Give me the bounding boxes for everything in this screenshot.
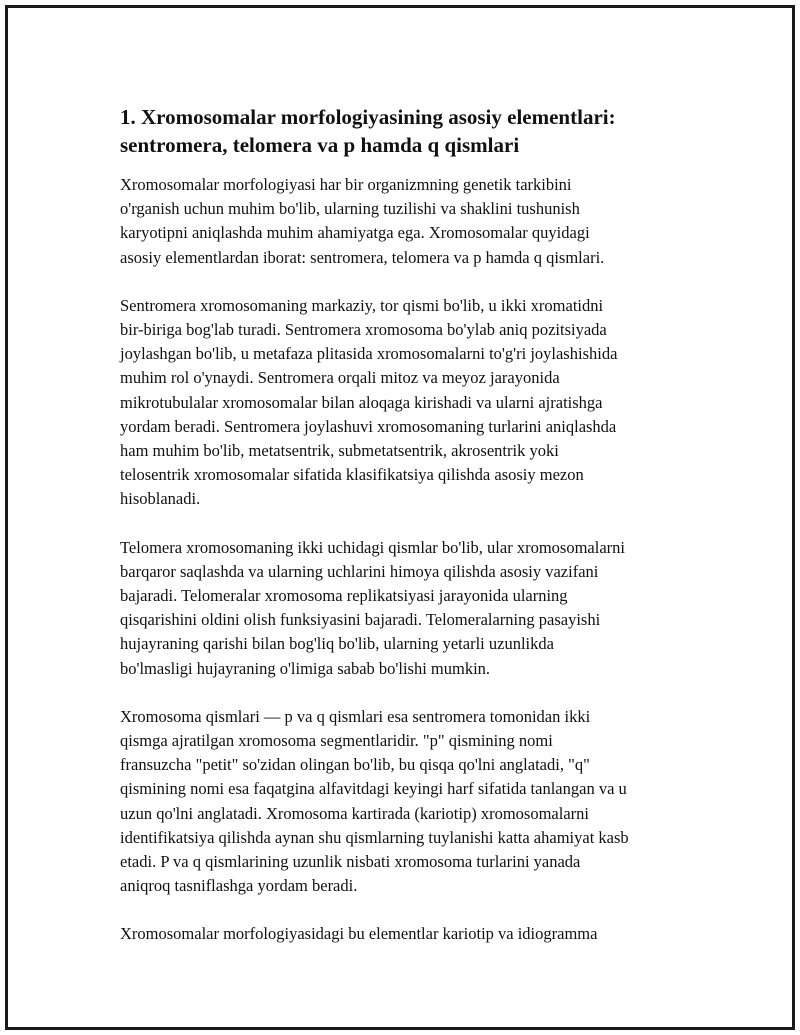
text-line: o'rganish uchun muhim bo'lib, ularning tuzilishi va shaklini tushunish — [120, 199, 580, 219]
text-line: qismga ajratilgan xromosoma segmentlaridir. "p" qismining nomi — [120, 731, 553, 751]
heading-line: sentromera, telomera va p hamda q qismlari — [120, 133, 520, 157]
text-line: bir-biriga bog'lab turadi. Sentromera xromosoma bo'ylab aniq pozitsiyada — [120, 320, 607, 340]
paragraph-centromere — [120, 294, 700, 512]
text-line: hisoblanadi. — [120, 489, 201, 509]
text-line: fransuzcha "petit" so'zidan olingan bo'lib, bu qisqa qo'lni anglatadi, "q" — [120, 755, 590, 775]
text-line: Sentromera xromosomaning markaziy, tor qismi bo'lib, u ikki xromatidni — [120, 295, 604, 315]
text-line: identifikatsiya qilishda aynan shu qismlarning tuylanishi katta ahamiyat kasb — [120, 827, 629, 847]
text-line: ham muhim bo'lib, metatsentrik, submetatsentrik, akrosentrik yoki — [120, 441, 559, 461]
document-body — [120, 103, 700, 971]
text-line: karyotipni aniqlashda muhim ahamiyatga ega. Xromosomalar quyidagi — [120, 223, 590, 243]
section-heading — [120, 103, 700, 159]
text-line: hujayraning qarishi bilan bog'liq bo'lib, ularning yetarli uzunlikda — [120, 634, 554, 654]
text-line: barqaror saqlashda va ularning uchlarini himoya qilishda asosiy vazifani — [120, 561, 599, 581]
text-line: mikrotubulalar xromosomalar bilan aloqaga kirishadi va ularni ajratishga — [120, 392, 603, 412]
text-line: qismining nomi esa faqatgina alfavitdagi keyingi harf sifatida tanlangan va u — [120, 779, 627, 799]
paragraph-intro — [120, 173, 700, 270]
page-frame — [5, 5, 795, 1030]
text-line: Xromosoma qismlari — p va q qismlari esa sentromera tomonidan ikki — [120, 706, 591, 726]
heading-line: 1. Xromosomalar morfologiyasining asosiy elementlari: — [120, 105, 616, 129]
text-line: Xromosomalar morfologiyasidagi bu elementlar kariotip va idiogramma — [120, 924, 598, 944]
paragraph-telomere — [120, 536, 700, 681]
text-line: uzun qo'lni anglatadi. Xromosoma kartirada (kariotip) xromosomalarni — [120, 803, 589, 823]
text-line: aniqroq tasniflashga yordam beradi. — [120, 876, 358, 896]
text-line: yordam beradi. Sentromera joylashuvi xromosomaning turlarini aniqlashda — [120, 416, 617, 436]
paragraph-closing — [120, 922, 700, 946]
text-line: joylashgan bo'lib, u metafaza plitasida xromosomalarni to'g'ri joylashishida — [120, 344, 618, 364]
text-line: bo'lmasligi hujayraning o'limiga sabab bo'lishi mumkin. — [120, 658, 491, 678]
text-line: Telomera xromosomaning ikki uchidagi qismlar bo'lib, ular xromosomalarni — [120, 537, 625, 557]
text-line: bajaradi. Telomeralar xromosoma replikatsiyasi jarayonida ularning — [120, 586, 568, 606]
text-line: telosentrik xromosomalar sifatida klasifikatsiya qilishda asosiy mezon — [120, 465, 584, 485]
paragraph-arms — [120, 705, 700, 899]
text-line: muhim rol o'ynaydi. Sentromera orqali mitoz va meyoz jarayonida — [120, 368, 560, 388]
text-line: etadi. P va q qismlarining uzunlik nisbati xromosoma turlarini yanada — [120, 852, 581, 872]
text-line: asosiy elementlardan iborat: sentromera, telomera va p hamda q qismlari. — [120, 247, 605, 267]
text-line: Xromosomalar morfologiyasi har bir organizmning genetik tarkibini — [120, 175, 572, 194]
text-line: qisqarishini oldini olish funksiyasini bajaradi. Telomeralarning pasayishi — [120, 610, 601, 630]
